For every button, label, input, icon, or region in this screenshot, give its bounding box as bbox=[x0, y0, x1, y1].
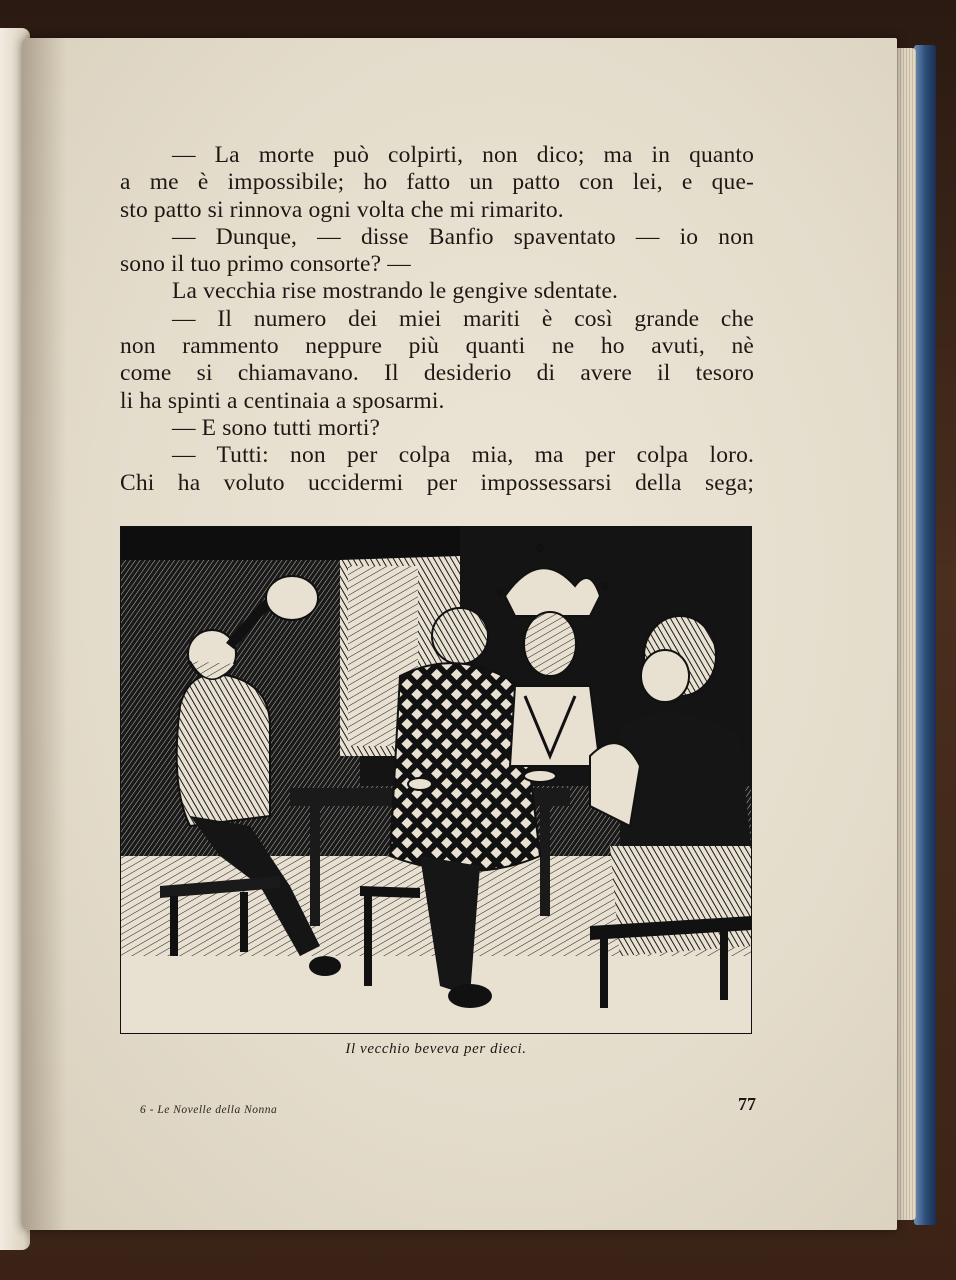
footer-signature: 6 - Le Novelle della Nonna bbox=[140, 1104, 278, 1116]
page-gutter-shadow bbox=[22, 38, 67, 1230]
text-line: a me è impossibile; ho fatto un patto con lei, e que- bbox=[120, 169, 754, 196]
text-line: — Tutti: non per colpa mia, ma per colpa loro. bbox=[172, 442, 754, 469]
text-line: li ha spinti a centinaia a sposarmi. bbox=[120, 387, 445, 414]
illustration-caption: Il vecchio beveva per dieci. bbox=[345, 1041, 527, 1057]
text-line: — E sono tutti morti? bbox=[172, 414, 381, 441]
text-line: Chi ha voluto uccidermi per impossessarsi della sega; bbox=[120, 469, 754, 496]
text-line: sto patto si rinnova ogni volta che mi rimarito. bbox=[120, 196, 564, 223]
text-line: sono il tuo primo consorte? — bbox=[120, 251, 411, 278]
body-text bbox=[120, 142, 754, 497]
page-number: 77 bbox=[738, 1094, 756, 1114]
text-line: non rammento neppure più quanti ne ho avuti, nè bbox=[120, 333, 754, 360]
text-line: — La morte può colpirti, non dico; ma in quanto bbox=[172, 142, 754, 168]
text-line: — Dunque, — disse Banfio spaventato — io non bbox=[172, 223, 754, 250]
text-line: — Il numero dei miei mariti è così grande che bbox=[172, 305, 754, 332]
text-line: come si chiamavano. Il desiderio di avere il tesoro bbox=[120, 360, 754, 387]
tavern-illustration bbox=[120, 526, 752, 1034]
book-cover-edge bbox=[914, 45, 936, 1225]
text-line: La vecchia rise mostrando le gengive sdentate. bbox=[172, 278, 619, 305]
